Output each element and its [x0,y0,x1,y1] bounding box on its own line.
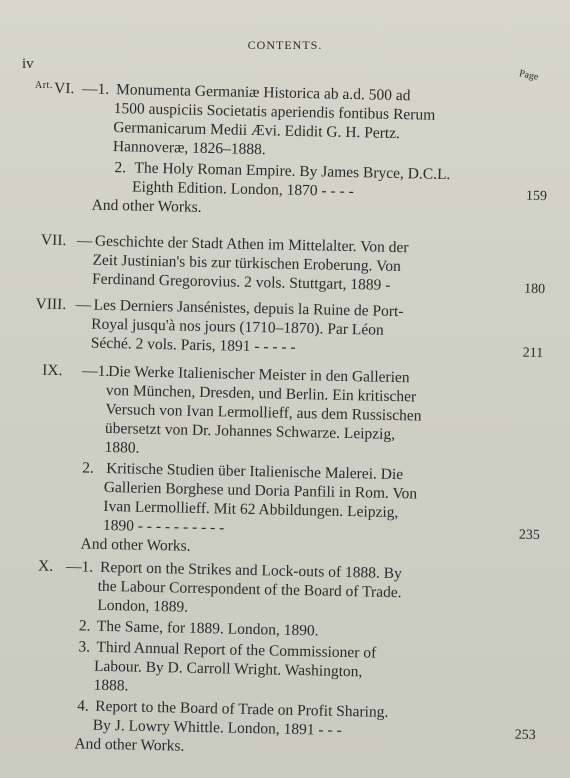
item-text-line: Geschichte der Stadt Athen im Mittelalter. Von der [94,232,409,257]
item-text-line: 1888. [93,676,129,695]
and-other-works: And other Works. [80,535,191,555]
item-number: — [76,232,93,250]
item-text-line: Die Werke Italienischer Meister in den Gallerien [108,362,410,387]
item-text-line: Report on the Strikes and Lock-outs of 1888. By [99,558,403,583]
item-text-line: Report to the Board of Trade on Profit Sharing. [95,697,389,721]
item-text-line: The Holy Roman Empire. By James Bryce, D.C.L. [134,159,451,184]
item-text-line: Séché. 2 vols. Paris, 1891 - - - - - [90,334,296,356]
item-text-line: Les Derniers Jansénistes, depuis la Ruine de Port- [93,296,404,321]
item-text-line: Germanicarum Medii Ævi. Edidit G. H. Pertz. [113,119,401,143]
item-number: —1. [65,558,94,576]
item-text-line: 1500 auspiciis Societatis aperiendis fontibus Rerum [113,100,436,124]
item-number: 3. [78,638,91,656]
contents-entry [3,230,570,298]
article-column-label: Art. [35,80,53,91]
item-number: —1. [82,362,110,381]
contents-entry [0,360,570,555]
contents-entry [0,556,566,755]
item-number: 2. [82,459,94,477]
item-number: —1. [81,80,110,98]
page-reference: 159 [525,188,548,205]
item-text-line: 1880. [104,438,140,457]
item-text-line: Zeit Justinian's bis zur türkischen Eroberung. Von [92,251,401,276]
item-text-line: 1890 - - - - - - - - - - [102,516,225,537]
entry-roman-numeral: VII. [40,231,67,250]
page-number: iv [22,56,34,72]
item-text-line: von München, Dresden, und Berlin. Ein kritischer [105,381,417,406]
item-text-line: Gallerien Borghese und Doria Panfili in Rom. Von [103,478,418,503]
entry-roman-numeral: X. [37,557,54,575]
page-reference: 253 [514,727,536,744]
item-number: 2. [78,617,91,635]
and-other-works: And other Works. [74,735,185,755]
item-number: 2. [114,159,127,177]
item-text-line: Ivan Lermollieff. Mit 62 Abbildungen. Leipzig, [103,497,399,522]
item-text-line: The Same, for 1889. London, 1890. [96,617,319,640]
item-text-line: Eighth Edition. London, 1870 - - - - [131,178,354,201]
item-text-line: Hannoveræ, 1826–1888. [112,138,266,159]
contents-entry [6,78,570,216]
item-text-line: übersetzt von Dr. Johannes Schwarze. Leipzig, [104,419,396,444]
item-text-line: Versuch von Ivan Lermollieff, aus dem Russischen [105,400,422,425]
item-text-line: the Labour Correspondent of the Board of Trade. [97,577,402,602]
item-text-line: Kritische Studien über Italienische Malerei. Die [106,459,404,484]
item-text-line: London, 1889. [97,596,189,616]
item-text-line: Royal jusqu'à nos jours (1710–1870). Par Léon [91,315,384,339]
item-number: — [75,296,92,314]
contents-entry [2,294,570,362]
page-column-label: Page [518,68,540,83]
item-text-line: Ferdinand Gregorovius. 2 vols. Stuttgart, 1889 - [91,270,391,294]
entry-roman-numeral: VIII. [35,295,67,314]
page-reference: 235 [518,527,541,544]
item-number: 4. [77,697,90,715]
item-text-line: Labour. By D. Carroll Wright. Washington, [93,657,363,681]
item-text-line: Third Annual Report of the Commissioner of [96,638,377,662]
item-text-line: Monumenta Germaniæ Historica ab a.d. 500 ad [115,81,411,105]
item-text-line: By J. Lowry Whittle. London, 1891 - - - [92,716,342,739]
running-header: CONTENTS. [247,38,323,52]
page-reference: 180 [523,281,546,298]
entry-roman-numeral: IX. [42,361,63,380]
contents-list [6,78,570,755]
and-other-works: And other Works. [91,196,202,216]
page-reference: 211 [522,345,544,362]
entry-roman-numeral: VI. [53,79,75,98]
